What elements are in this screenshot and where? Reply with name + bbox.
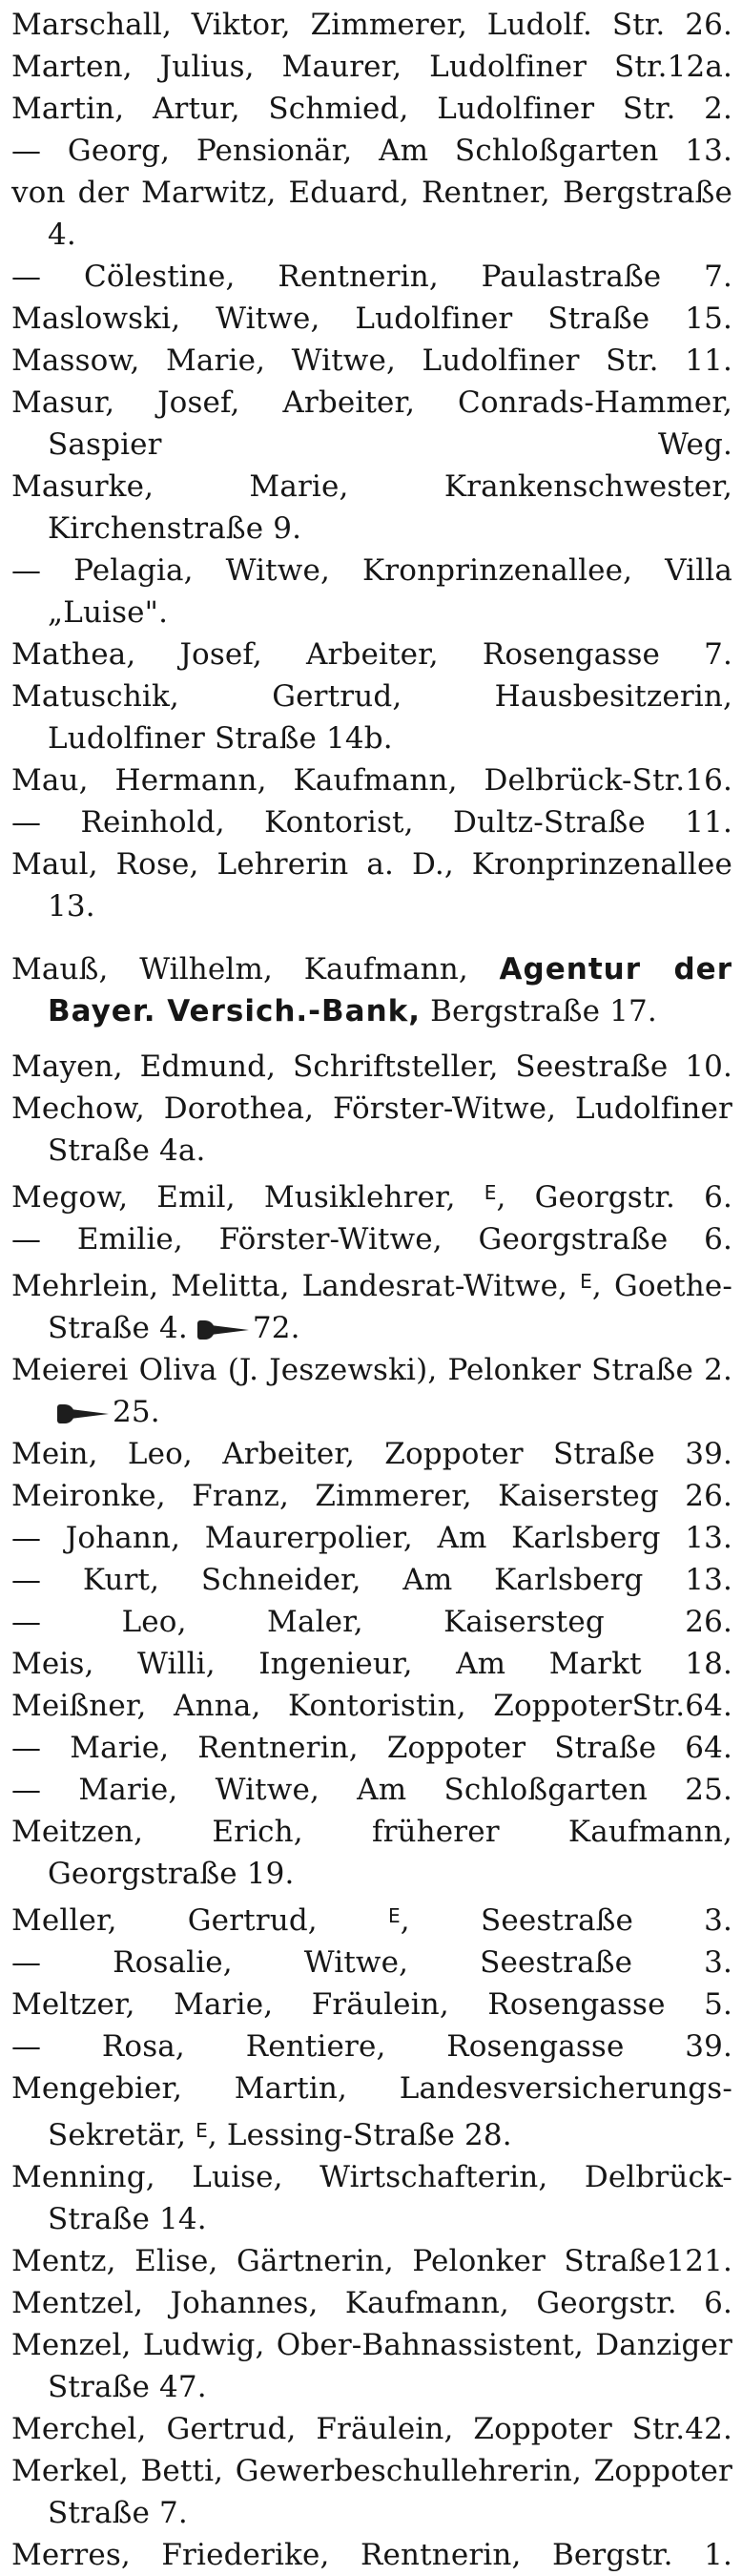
- directory-entry: [11, 1942, 732, 1984]
- directory-entry: [11, 1895, 732, 1942]
- entry-text: Mathea, Josef, Arbeiter, Rosengasse 7.: [11, 637, 732, 672]
- directory-entry: [11, 130, 732, 172]
- entry-text: Mehrlein, Melitta, Landesrat-Witwe,: [11, 1269, 581, 1303]
- directory-entry: [11, 1769, 732, 1811]
- entry-text: — Cölestine, Rentnerin, Paulastraße 7.: [11, 260, 732, 294]
- entry-text: — Leo, Maler, Kaisersteg 26.: [11, 1605, 732, 1639]
- directory-entry: [11, 340, 732, 382]
- entry-text: Meierei Oliva (J. Jeszewski), Pelonker Straße 2.: [11, 1353, 732, 1387]
- directory-entry: [11, 1601, 732, 1643]
- directory-entry: [11, 2324, 732, 2408]
- directory-entry: [11, 1475, 732, 1517]
- directory-entry: [11, 634, 732, 675]
- directory-entry: [11, 1517, 732, 1559]
- entry-text: — Rosalie, Witwe, Seestraße 3.: [11, 1945, 732, 1980]
- electric-mark-icon: E: [387, 1904, 401, 1927]
- directory-entry: [11, 1984, 732, 2025]
- directory-entry: [11, 2240, 732, 2282]
- directory-entry: [11, 172, 732, 256]
- entry-text: , Lessing-Straße 28.: [207, 2118, 512, 2152]
- entry-text: von der Marwitz, Eduard, Rentner, Bergstraße 4.: [11, 176, 732, 252]
- entry-text: — Georg, Pensionär, Am Schloßgarten 13.: [11, 134, 732, 168]
- entry-text: Marschall, Viktor, Zimmerer, Ludolf. Str. 26.: [11, 8, 732, 42]
- entry-text: Mauß, Wilhelm, Kaufmann,: [11, 952, 500, 987]
- directory-entry: [11, 256, 732, 298]
- directory-entry: [11, 46, 732, 88]
- phone-number: 25.: [113, 1395, 160, 1429]
- directory-entry: [11, 675, 732, 759]
- telephone-icon: [197, 1320, 249, 1340]
- entry-text: Meltzer, Marie, Fräulein, Rosengasse 5.: [11, 1987, 732, 2022]
- directory-entry: [11, 1349, 732, 1433]
- entry-text: — Emilie, Förster-Witwe, Georgstraße 6.: [11, 1222, 732, 1257]
- directory-entry: [11, 1727, 732, 1769]
- directory-entry: [11, 2067, 732, 2156]
- entry-text: — Pelagia, Witwe, Kronprinzenallee, Villa „Luise".: [11, 553, 732, 630]
- entry-text: Mau, Hermann, Kaufmann, Delbrück-Str.16.: [11, 763, 732, 798]
- directory-entry: [11, 4, 732, 46]
- entry-text: Meller, Gertrud,: [11, 1903, 388, 1938]
- entry-text: Meis, Willi, Ingenieur, Am Markt 18.: [11, 1647, 732, 1681]
- entry-text: Menning, Luise, Wirtschafterin, Delbrück-Straße 14.: [11, 2160, 732, 2236]
- entry-text: Meißner, Anna, Kontoristin, ZoppoterStr.64.: [11, 1689, 732, 1723]
- directory-entry: [11, 2025, 732, 2067]
- electric-mark-icon: E: [196, 2119, 208, 2142]
- directory-entry: [11, 2450, 732, 2534]
- entry-text: Mayen, Edmund, Schriftsteller, Seestraße 10.: [11, 1049, 732, 1084]
- entry-text: Megow, Emil, Musiklehrer,: [11, 1180, 484, 1215]
- directory-entry: [11, 843, 732, 927]
- directory-entry: [11, 801, 732, 843]
- entry-text: — Marie, Rentnerin, Zoppoter Straße 64.: [11, 1731, 732, 1765]
- directory-entry: [11, 1088, 732, 1172]
- directory-entry: [11, 382, 732, 466]
- entry-text: — Reinhold, Kontorist, Dultz-Straße 11.: [11, 805, 732, 840]
- phone-number: 72.: [252, 1311, 300, 1345]
- entry-text: Matuschik, Gertrud, Hausbesitzerin, Ludolfiner Straße 14b.: [11, 679, 732, 756]
- directory-entry: [11, 2408, 732, 2450]
- directory-entry: [11, 466, 732, 550]
- entry-text: Marten, Julius, Maurer, Ludolfiner Str.12a.: [11, 50, 732, 84]
- entry-text: Mentzel, Johannes, Kaufmann, Georgstr. 6.: [11, 2286, 732, 2320]
- directory-entry: [11, 948, 732, 1032]
- directory-entry: [11, 1559, 732, 1601]
- entry-text: , Georgstr. 6.: [496, 1180, 732, 1215]
- directory-entry: [11, 1433, 732, 1475]
- directory-entry: [11, 1046, 732, 1088]
- electric-mark-icon: E: [580, 1270, 592, 1293]
- entry-text: Masur, Josef, Arbeiter, Conrads-Hammer, Saspier Weg.: [11, 385, 732, 462]
- directory-entry: [11, 759, 732, 801]
- telephone-icon: [57, 1404, 109, 1423]
- directory-entry: [11, 1218, 732, 1260]
- directory-entry: [11, 1685, 732, 1727]
- entry-text: Merchel, Gertrud, Fräulein, Zoppoter Str.42.: [11, 2412, 732, 2446]
- directory-entry: [11, 1643, 732, 1685]
- directory-entry: [11, 1172, 732, 1218]
- entry-text: Maslowski, Witwe, Ludolfiner Straße 15.: [11, 301, 732, 336]
- directory-entry: [11, 88, 732, 130]
- entry-text: — Kurt, Schneider, Am Karlsberg 13.: [11, 1563, 732, 1597]
- entry-text: Menzel, Ludwig, Ober-Bahnassistent, Danziger Straße 47.: [11, 2328, 732, 2404]
- entry-text: Mein, Leo, Arbeiter, Zoppoter Straße 39.: [11, 1437, 732, 1471]
- entry-text: Mengebier, Martin, Landesversicherungs-Sekretär,: [11, 2071, 732, 2152]
- entry-bold-text: Agentur der Bayer. Versich.-Bank,: [48, 952, 732, 1028]
- entry-text: Maul, Rose, Lehrerin a. D., Kronprinzenallee 13.: [11, 847, 732, 924]
- entry-text: Meitzen, Erich, früherer Kaufmann, Georgstraße 19.: [11, 1815, 732, 1891]
- entry-text: Mentz, Elise, Gärtnerin, Pelonker Straße121.: [11, 2244, 732, 2278]
- directory-entry: [11, 298, 732, 340]
- entry-text: , Seestraße 3.: [400, 1903, 732, 1938]
- entry-text: Merres, Friederike, Rentnerin, Bergstr. 1.: [11, 2538, 732, 2572]
- entry-text: — Marie, Witwe, Am Schloßgarten 25.: [11, 1773, 732, 1807]
- electric-mark-icon: E: [484, 1181, 497, 1204]
- entry-text: Massow, Marie, Witwe, Ludolfiner Str. 11.: [11, 343, 732, 378]
- directory-entry: [11, 2156, 732, 2240]
- entry-text: Merkel, Betti, Gewerbeschullehrerin, Zoppoter Straße 7.: [11, 2454, 732, 2530]
- entry-text: — Rosa, Rentiere, Rosengasse 39.: [11, 2029, 732, 2064]
- entry-text: Masurke, Marie, Krankenschwester, Kirchenstraße 9.: [11, 469, 732, 546]
- entry-text: — Johann, Maurerpolier, Am Karlsberg 13.: [11, 1521, 732, 1555]
- entry-text: Meironke, Franz, Zimmerer, Kaisersteg 26.: [11, 1479, 732, 1513]
- directory-entry: [11, 1811, 732, 1895]
- directory-entry: [11, 1260, 732, 1349]
- directory-entry: [11, 550, 732, 634]
- entry-text: Martin, Artur, Schmied, Ludolfiner Str. 2.: [11, 92, 732, 126]
- entry-text: Mechow, Dorothea, Förster-Witwe, Ludolfiner Straße 4a.: [11, 1091, 732, 1168]
- entry-text: Bergstraße 17.: [421, 994, 657, 1028]
- directory-entry: [11, 2282, 732, 2324]
- directory-entry: [11, 2534, 732, 2576]
- entry-text: , Goethe-Straße 4.: [48, 1269, 733, 1345]
